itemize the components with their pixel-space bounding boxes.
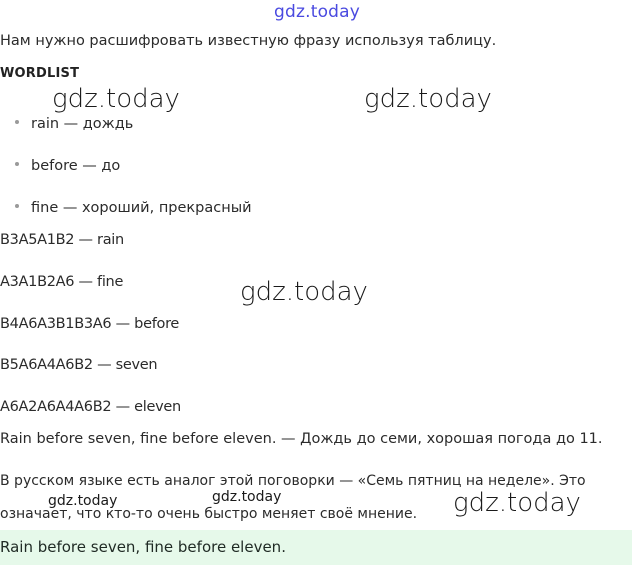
list-item: [15, 158, 120, 174]
explanation-line-2: означает, что кто-то очень быстро меняет своё мнение.: [0, 506, 418, 522]
bullet-icon: [15, 204, 19, 208]
code-line: A6A2A6A4A6B2 — eleven: [0, 399, 181, 415]
code-line: B4A6A3B1B3A6 — before: [0, 316, 180, 332]
list-item-text: before — до: [31, 158, 121, 174]
answer-text: Rain before seven, fine before eleven.: [0, 538, 286, 556]
wordlist-heading: WORDLIST: [0, 66, 80, 81]
code-line: A3A1B2A6 — fine: [0, 274, 124, 290]
intro-text: Нам нужно расшифровать известную фразу используя таблицу.: [0, 33, 497, 49]
watermark-top: gdz.today: [274, 2, 361, 22]
list-item: [15, 116, 133, 132]
watermark: gdz.today: [364, 84, 492, 114]
answer-box: [0, 530, 632, 565]
translation-text: Rain before seven, fine before eleven. — Дождь до семи, хорошая погода до 11.: [0, 431, 603, 447]
watermark: gdz.today: [48, 493, 118, 509]
explanation-line-1: В русском языке есть аналог этой поговорки — «Семь пятниц на неделе». Это: [0, 473, 586, 489]
watermark: gdz.today: [453, 488, 581, 518]
bullet-icon: [15, 162, 19, 166]
code-line: B5A6A4A6B2 — seven: [0, 357, 158, 373]
list-item-text: fine — хороший, прекрасный: [31, 200, 252, 216]
watermark: gdz.today: [52, 84, 180, 114]
code-line: B3A5A1B2 — rain: [0, 232, 124, 248]
watermark: gdz.today: [240, 277, 368, 307]
bullet-icon: [15, 120, 19, 124]
list-item: [15, 200, 252, 216]
list-item-text: rain — дождь: [31, 116, 134, 132]
watermark: gdz.today: [212, 489, 282, 505]
